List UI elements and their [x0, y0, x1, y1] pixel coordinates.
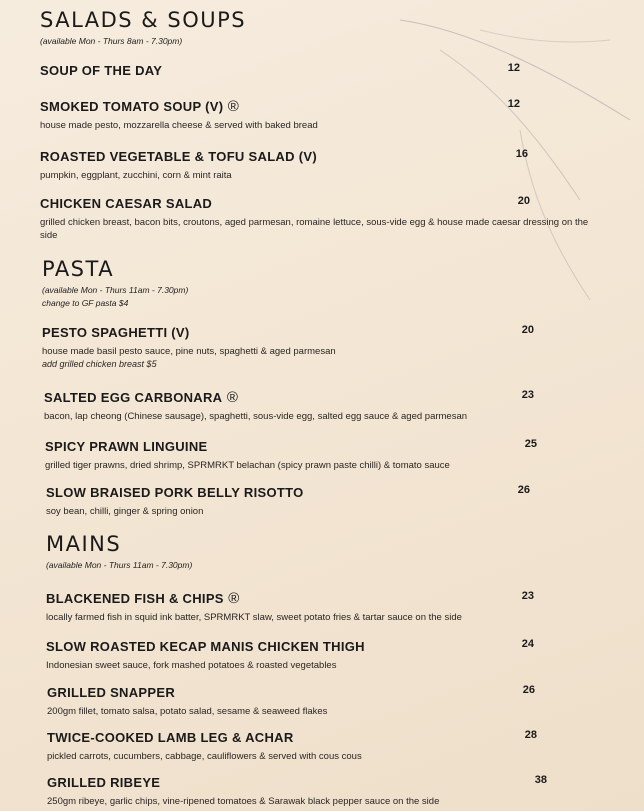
item-price: 20 — [517, 195, 530, 207]
pasta-note: change to GF pasta $4 — [42, 298, 129, 308]
item-name: BLACKENED FISH & CHIPS — [46, 591, 224, 606]
item-price: 26 — [522, 684, 535, 696]
item-description: locally farmed fish in squid ink batter, SPRMRKT slaw, sweet potato fries & tartar sauce on the side — [46, 612, 462, 623]
item-name: CHICKEN CAESAR SALAD — [40, 196, 213, 211]
item-description: pickled carrots, cucumbers, cabbage, cauliflowers & served with cous cous — [47, 751, 362, 762]
item-name: SLOW BRAISED PORK BELLY RISOTTO — [46, 485, 304, 500]
menu-item — [47, 774, 607, 808]
section-title-pasta: PASTA — [42, 257, 115, 281]
item-name: SPICY PRAWN LINGUINE — [45, 439, 208, 454]
menu-item — [40, 98, 600, 132]
item-price: 12 — [507, 98, 520, 110]
item-mark: ® — [228, 590, 240, 607]
item-price: 20 — [521, 324, 534, 336]
item-price: 24 — [521, 638, 534, 650]
availability-mains: (available Mon - Thurs 11am - 7.30pm) — [46, 560, 193, 570]
menu-item — [46, 638, 606, 672]
item-description: 250gm ribeye, garlic chips, vine-ripened tomatoes & Sarawak black pepper sauce on the side — [47, 796, 440, 807]
item-description: soy bean, chilli, ginger & spring onion — [46, 506, 204, 517]
item-price: 25 — [524, 438, 537, 450]
section-title-salads-soups: SALADS & SOUPS — [40, 8, 247, 32]
item-description: grilled tiger prawns, dried shrimp, SPRMRKT belachan (spicy prawn paste chilli) & tomato sauce — [45, 460, 450, 471]
menu-item — [45, 438, 605, 472]
menu-item — [40, 148, 600, 182]
item-name: GRILLED SNAPPER — [47, 685, 176, 700]
item-name: SLOW ROASTED KECAP MANIS CHICKEN THIGH — [46, 639, 365, 654]
section-title-mains: MAINS — [46, 532, 122, 556]
item-description: house made pesto, mozzarella cheese & served with baked bread — [40, 120, 318, 131]
item-price: 28 — [524, 729, 537, 741]
menu-item — [40, 195, 600, 242]
item-price: 26 — [517, 484, 530, 496]
item-price: 38 — [534, 774, 547, 786]
availability-salads: (available Mon - Thurs 8am - 7.30pm) — [40, 36, 183, 46]
item-description: Indonesian sweet sauce, fork mashed potatoes & roasted vegetables — [46, 660, 337, 671]
availability-pasta: (available Mon - Thurs 11am - 7.30pm) — [42, 285, 189, 295]
menu-item — [47, 729, 607, 763]
item-name: GRILLED RIBEYE — [47, 775, 161, 790]
item-description: bacon, lap cheong (Chinese sausage), spaghetti, sous-vide egg, salted egg sauce & aged parmesan — [44, 411, 468, 422]
item-name: PESTO SPAGHETTI (V) — [42, 325, 190, 340]
item-description: pumpkin, eggplant, zucchini, corn & mint raita — [40, 170, 232, 181]
item-price: 16 — [515, 148, 528, 160]
item-price: 12 — [507, 62, 520, 74]
menu-item — [40, 62, 600, 80]
item-description: 200gm fillet, tomato salsa, potato salad, sesame & seaweed flakes — [47, 706, 328, 717]
item-name: SMOKED TOMATO SOUP (V) — [40, 99, 224, 114]
item-name: SALTED EGG CARBONARA — [44, 390, 223, 405]
menu-item — [46, 590, 606, 624]
item-mark: ® — [226, 389, 239, 406]
item-price: 23 — [521, 389, 534, 401]
item-name: SOUP OF THE DAY — [40, 63, 163, 78]
menu-item — [46, 484, 606, 518]
item-extra: add grilled chicken breast $5 — [42, 359, 157, 369]
item-name: TWICE-COOKED LAMB LEG & ACHAR — [47, 730, 294, 745]
menu-item — [47, 684, 607, 718]
item-price: 23 — [521, 590, 534, 602]
item-mark: ® — [227, 98, 240, 115]
menu-item — [42, 324, 602, 370]
item-description: grilled chicken breast, bacon bits, croutons, aged parmesan, romaine lettuce, sous-vide egg & house made caesar dressing on the side — [40, 217, 589, 241]
item-description: house made basil pesto sauce, pine nuts, spaghetti & aged parmesan — [42, 346, 336, 357]
menu-item — [44, 389, 604, 423]
item-name: ROASTED VEGETABLE & TOFU SALAD (V) — [40, 149, 317, 164]
